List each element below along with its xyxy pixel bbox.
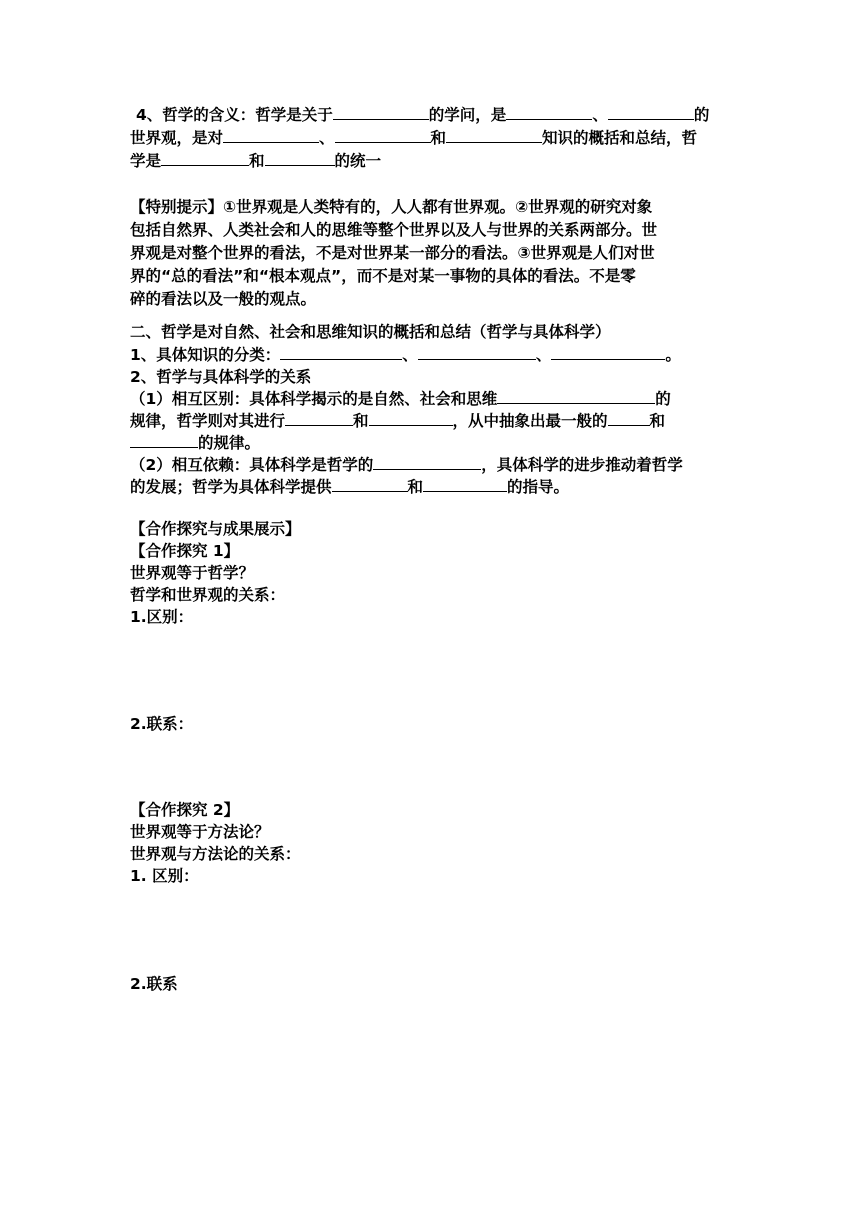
tip-line5: 碎的看法以及一般的观点。 [130,290,317,308]
section2-item1 [130,344,681,366]
coop1-difference-label: 1.区别： [130,608,194,626]
fill-blank[interactable] [161,151,249,166]
text: 和 [249,152,265,170]
fill-blank[interactable] [335,128,431,143]
text: 、 [535,346,552,364]
section2-dep-line2 [130,476,569,498]
text: 。 [665,346,681,364]
coop1-title: 【合作探究 1】 [130,542,240,560]
fill-blank[interactable] [446,128,542,143]
fill-blank[interactable] [130,433,198,448]
fill-blank[interactable] [332,477,408,492]
text: 和 [407,478,424,496]
fill-blank[interactable] [280,345,402,360]
coop2-question2: 世界观与方法论的关系： [130,845,301,863]
fill-blank[interactable] [497,389,655,404]
text: 学是 [130,152,162,170]
fill-blank[interactable] [265,151,335,166]
fill-blank[interactable] [423,477,507,492]
coop1-link-label: 2.联系： [130,715,194,733]
section2-dep-line1 [130,454,683,476]
coop1-question1: 世界观等于哲学？ [130,564,255,582]
fill-blank[interactable] [608,411,650,426]
tip-line1: 【特别提示】①世界观是人类特有的，人人都有世界观。②世界观的研究对象 [130,198,653,216]
fill-blank[interactable] [418,345,536,360]
coop2-title: 【合作探究 2】 [130,801,240,819]
text: 的指导。 [507,478,570,496]
fill-blank[interactable] [373,455,481,470]
tip-line2: 包括自然界、人类社会和人的思维等整个世界以及人与世界的关系两部分。世 [130,221,658,239]
fill-blank[interactable] [285,411,353,426]
section2-item2: 2、哲学与具体科学的关系 [130,368,312,386]
text: 1、具体知识的分类： [130,346,281,364]
section2-diff-line2 [130,410,665,432]
text: 的发展；哲学为具体科学提供 [130,478,332,496]
text: 、 [402,346,418,364]
text: 的 [693,106,710,124]
text: （2）相互依赖：具体科学是哲学的 [130,456,374,474]
fill-blank[interactable] [223,128,319,143]
coop2-question1: 世界观等于方法论？ [130,823,270,841]
section4-line3 [130,150,381,172]
text: 4、哲学的含义：哲学是关于 [136,106,333,124]
text: 知识的概括和总结，哲 [542,129,698,147]
text: ，从中抽象出最一般的 [452,412,608,430]
text: 、 [592,106,608,124]
fill-blank[interactable] [551,345,665,360]
fill-blank[interactable] [369,411,453,426]
text: 规律，哲学则对其进行 [130,412,286,430]
fill-blank[interactable] [608,105,694,120]
fill-blank[interactable] [506,105,592,120]
text: 和 [649,412,666,430]
coop2-link-label: 2.联系 [130,975,178,993]
text: 、 [319,129,335,147]
fill-blank[interactable] [333,105,429,120]
section4-line1 [136,104,709,126]
text: ，具体科学的进步推动着哲学 [481,456,683,474]
text: （1）相互区别：具体科学揭示的是自然、社会和思维 [130,390,498,408]
section4-line2 [130,127,697,149]
tip-line4: 界的“总的看法”和“根本观点”，而不是对某一事物的具体的看法。不是零 [130,267,636,285]
text: 的 [655,390,671,408]
text: 和 [430,129,447,147]
section2-diff-line1 [130,388,671,410]
text: 的统一 [334,152,382,170]
section2-diff-line3 [130,432,260,454]
coop1-question2: 哲学和世界观的关系： [130,586,286,604]
text: 世界观，是对 [130,129,224,147]
coop2-difference-label: 1. 区别： [130,867,199,885]
tip-line3: 界观是对整个世界的看法，不是对世界某一部分的看法。③世界观是人们对世 [130,244,655,262]
text: 和 [353,412,369,430]
text: 的规律。 [198,434,261,452]
coop-title: 【合作探究与成果展示】 [130,520,301,538]
section2-heading: 二、哲学是对自然、社会和思维知识的概括和总结（哲学与具体科学） [130,323,611,341]
text: 的学问，是 [428,106,507,124]
